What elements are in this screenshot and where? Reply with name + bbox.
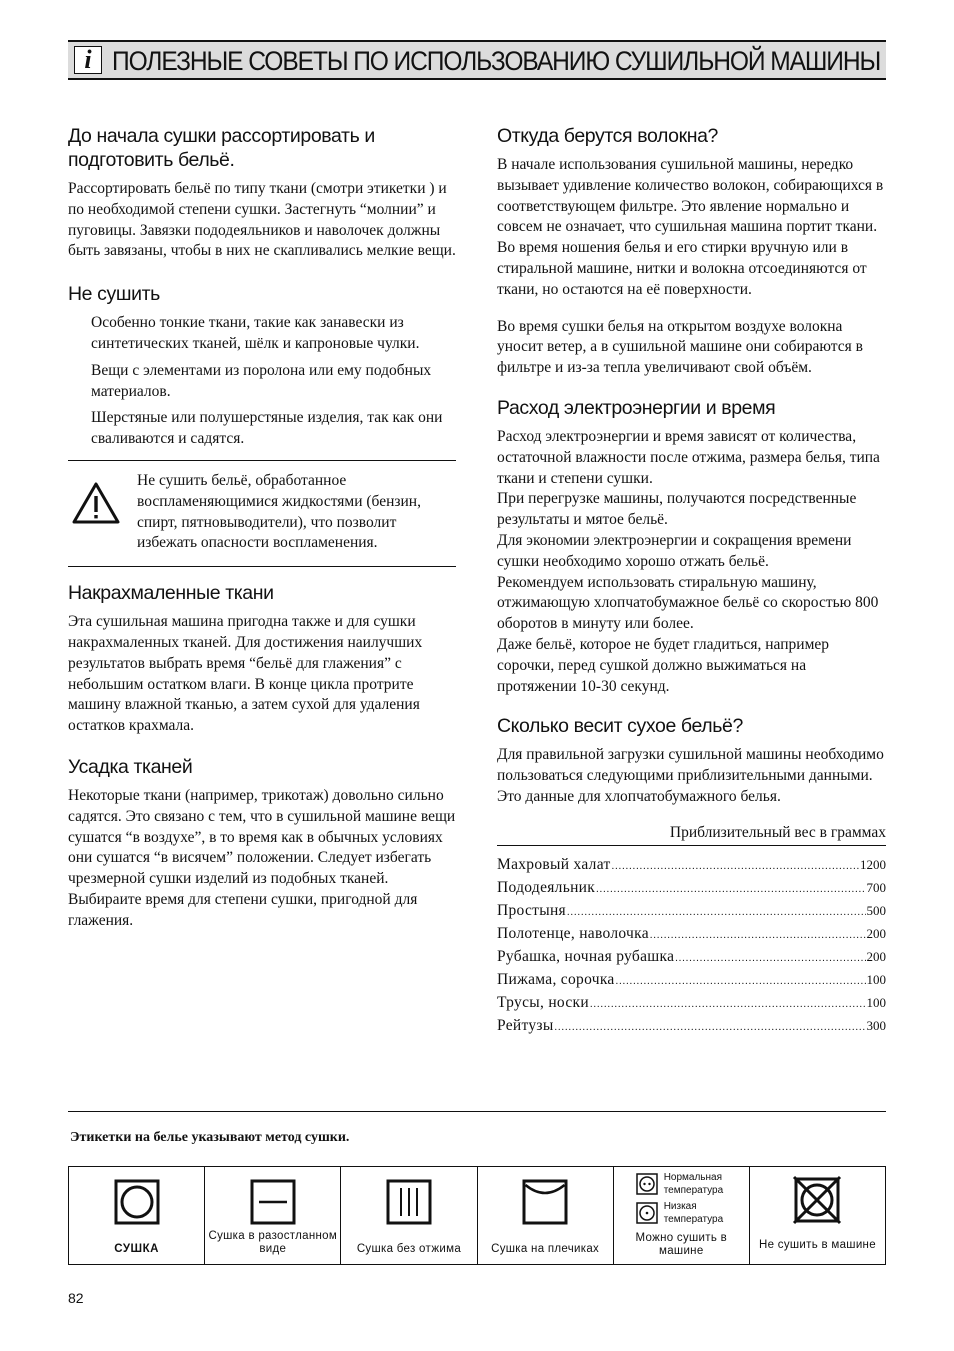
tumble-dry-icon [114, 1179, 160, 1225]
energy-line: При перегрузке машины, получаются посредственные результаты и мятое бельё. [497, 490, 857, 529]
section-title-do-not-dry: Не сушить [68, 283, 160, 306]
weight-row [497, 992, 886, 1015]
labels-caption: Этикетки на белье указывают метод сушки. [70, 1130, 350, 1145]
warning-icon [72, 481, 120, 525]
section-title-sorting: До начала сушки рассортировать и подготовить бельё. [68, 125, 375, 171]
weight-value: 200 [866, 948, 886, 964]
warning-box [68, 460, 456, 567]
weight-row [497, 877, 886, 900]
symbol-caption: Сушка на плечиках [491, 1243, 600, 1255]
section-text-weight: Для правильной загрузки сушильной машины необходимо пользоваться следующими приблизительными данными. Это данные для хлопчатобумажного белья. [497, 746, 884, 805]
right-column [497, 124, 886, 1038]
weight-value: 300 [866, 1017, 886, 1033]
symbol-cell-drip-dry [341, 1167, 477, 1264]
weight-row [497, 900, 886, 923]
symbol-cell-line-dry [478, 1167, 614, 1264]
symbol-cell-tumble-dry [69, 1167, 205, 1264]
weight-value: 100 [866, 971, 886, 987]
weight-item: Пижама, сорочка [497, 970, 615, 988]
section-text-fibers: В начале использования сушильной машины, нередко вызывает удивление количество волокон, собирающихся в соответствующем фильтре. Это явление нормально и совсем не означает, что сушильная машина портит ткани. Во время ношения белья и его стирки вручную или в стиральной машине, нитки и волокна отсоединяются от ткани, но остаются на её поверхности. [497, 156, 884, 298]
do-not-dry-item: Особенно тонкие ткани, такие как занавески из синтетических тканей, шёлк и капроновые чулки. [91, 314, 420, 352]
energy-line: Даже бельё, которое не будет гладиться, например сорочки, перед сушкой должно выжиматься на протяжении 10-30 секунд. [497, 635, 830, 695]
weight-item: Рубашка, ночная рубашка [497, 947, 675, 965]
weight-value: 100 [866, 994, 886, 1010]
normal-temperature-label: Нормальная температура [663, 1172, 724, 1196]
energy-line: Для экономии электроэнергии и сокращения времени сушки необходимо хорошо отжать бельё. [497, 531, 852, 570]
page-title: ПОЛЕЗНЫЕ СОВЕТЫ ПО ИСПОЛЬЗОВАНИЮ СУШИЛЬНОЙ МАШИНЫ [112, 46, 881, 76]
weight-item: Полотенце, наволочка [497, 924, 649, 942]
low-temperature-label: Низкая температура [663, 1201, 724, 1225]
symbol-caption: Сушка без отжима [356, 1243, 462, 1255]
weight-value: 1200 [860, 856, 886, 872]
weight-table [497, 854, 886, 1038]
weight-value: 700 [866, 879, 886, 895]
weight-value: 200 [866, 925, 886, 941]
weight-row [497, 854, 886, 877]
section-text-starched: Эта сушильная машина пригодна также и для сушки накрахмаленных тканей. Для достижения наилучших результатов выбрать время “бельё для глажения” с небольшим остатком влаги. В конце цикла протрите машину влажной тканью, а затем сухой для удаления остатков крахмала. [68, 613, 423, 735]
weight-row [497, 923, 886, 946]
line-dry-icon [522, 1179, 568, 1225]
weight-row [497, 1015, 886, 1038]
dry-flat-icon [250, 1179, 296, 1225]
symbol-cell-do-not-tumble [750, 1167, 885, 1264]
section-text-sorting: Рассортировать бельё по типу ткани (смотри этикетки ) и по необходимой степени сушки. Застегнуть “молнии” и пуговицы. Завязки пододеяльников и наволочек должны быть завязаны, чтобы в них не скапливались мелкие вещи. [68, 180, 456, 260]
section-title-energy: Расход электроэнергии и время [497, 396, 776, 419]
low-temperature-icon [636, 1202, 658, 1224]
symbol-cell-machine-dry [614, 1167, 750, 1264]
page-number: 82 [68, 1290, 84, 1306]
section-text-shrinkage: Некоторые ткани (например, трикотаж) довольно сильно садятся. Это связано с тем, что в сушильной машине вещи сушатся “в воздухе”, в то время как в обычных условиях они сушатся “в висячем” положении. Следует избегать чрезмерной сушки изделий из подобных тканей. Выбираите время для степени сушки, пригодной для глажения. [68, 786, 456, 929]
energy-line: Расход электроэнергии и время зависят от количества, остаточной влажности после отжима, размера белья, типа ткани и степени сушки. [497, 427, 880, 487]
left-column [68, 124, 456, 932]
section-divider [68, 1111, 886, 1112]
section-title-starched: Накрахмаленные ткани [68, 582, 274, 605]
weight-row [497, 969, 886, 992]
symbol-cell-dry-flat [205, 1167, 341, 1264]
section-title-fibers: Откуда берутся волокна? [497, 125, 718, 147]
symbol-caption: Не сушить в машине [758, 1239, 876, 1251]
do-not-dry-item: Шерстяные или полушерстяные изделия, так как они сваливаются и садятся. [91, 409, 443, 448]
normal-temperature-icon [636, 1173, 658, 1195]
page-header [68, 40, 886, 80]
weight-table-caption: Приблизительный вес в граммах [497, 824, 886, 846]
weight-item: Простыня [497, 901, 566, 919]
section-title-weight: Сколько весит сухое бельё? [497, 715, 743, 738]
symbol-caption: Сушка в разостланном виде [208, 1230, 338, 1255]
symbol-caption: СУШКА [114, 1243, 159, 1255]
energy-line: Рекомендуем использовать стиральную машину, отжимающую хлопчатобумажное бельё со скоростью 800 оборотов в минуту или более. [497, 573, 879, 633]
section-title-shrinkage: Усадка тканей [68, 755, 193, 778]
weight-item: Трусы, носки [497, 993, 589, 1011]
symbol-caption: Можно сушить в машине [635, 1232, 728, 1257]
info-icon: i [74, 46, 102, 74]
weight-row [497, 946, 886, 969]
weight-item: Махровый халат [497, 855, 611, 873]
weight-item: Рейтузы [497, 1016, 554, 1034]
care-symbols-table [68, 1166, 886, 1265]
section-text-fibers-2: Во время сушки белья на открытом воздухе волокна уносит ветер, а в сушильной машине они собираются в фильтре и из-за тепла увеличивают свой объём. [497, 317, 863, 377]
do-not-dry-item: Вещи с элементами из поролона или ему подобных материалов. [91, 361, 432, 400]
drip-dry-icon [386, 1179, 432, 1225]
weight-value: 500 [866, 902, 886, 918]
do-not-tumble-dry-icon [792, 1175, 842, 1225]
weight-item: Пододеяльник [497, 878, 596, 896]
warning-text: Не сушить бельё, обработанное воспламеняющимися жидкостями (бензин, спирт, пятновыводители), что позволит избежать опасности воспламенения. [137, 471, 421, 552]
